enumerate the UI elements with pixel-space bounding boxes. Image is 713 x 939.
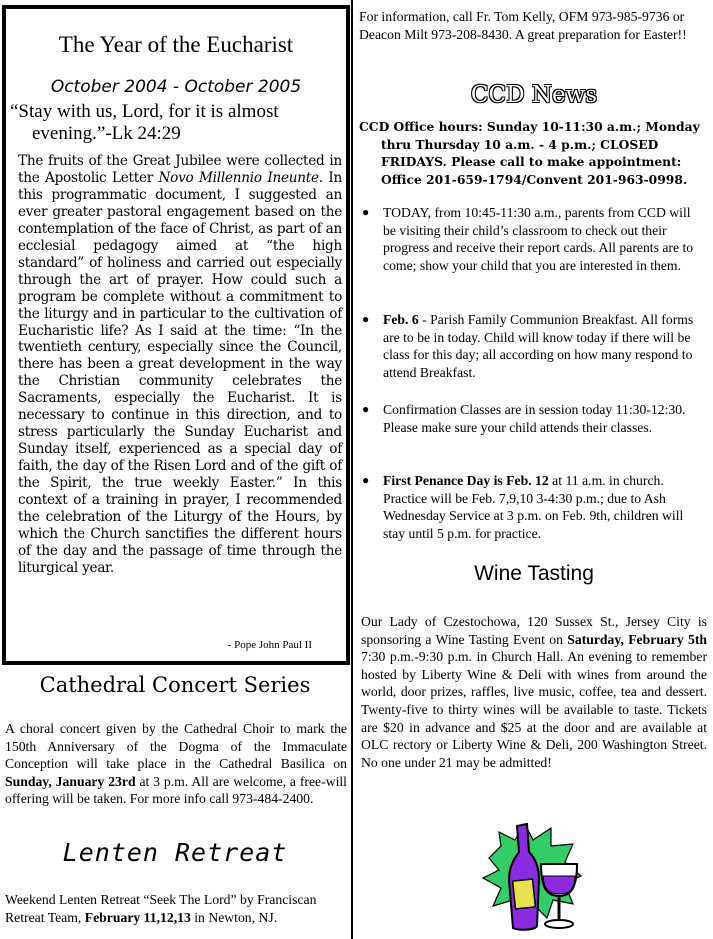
eucharist-quote: “Stay with us, Lord, for it is almost evening.”-Lk 24:29 [10,101,279,144]
column-divider [351,0,353,939]
wine-bottle-label [513,879,536,909]
lenten-body-bold: February 11,12,13 [84,909,191,925]
lenten-body-part1: Weekend Lenten Retreat “Seek The Lord” by Franciscan Retreat Team, [5,892,317,925]
concert-body-bold: Sunday, January 23rd [5,773,136,789]
eucharist-body-italic: Novo Millennio Ineunte [158,169,319,186]
ccd-item-text: at 11 a.m. in church. Practice will be Feb. 7,9,10 3-4:30 p.m.; due to Ash Wednesday Service at 3 p.m. on Feb. 9th, children will stay until 5 p.m. for practice. [383,473,684,541]
eucharist-article-box [2,5,350,665]
wine-body-part1: Our Lady of Czestochowa, 120 Sussex St., Jersey City is sponsoring a Wine Tasting Event on [361,614,707,647]
wine-glass-foot [545,920,573,928]
wine-body [361,613,707,771]
lenten-title: Lenten Retreat [62,838,288,867]
ccd-item-bold: First Penance Day is Feb. 12 [383,473,549,488]
ccd-office-hours: CCD Office hours: Sunday 10-11:30 a.m.; Monday thru Thursday 10 a.m. - 4 p.m.; CLOSED FRIDAYS. Please call to make appointment: Office 201-659-1794/Convent 201-963-0998. [359,119,700,187]
eucharist-body-part2: . In this programmatic document, I suggested an ever greater pastoral engagement based on the contemplation of the face of Christ, as part of an ecclesial pedagogy aimed at “the high standard” of holiness and carried out especially through the art of prayer. How could such a program be complete without a commitment to the liturgy and in particular to the cultivation of Eucharistic life? As I said at the time: “In the twentieth century, especially since the Council, there has been a great development in the way the Christian community celebrates the Sacraments, especially the Eucharist. It is necessary to continue in this direction, and to stress particularly the Sunday Eucharist and Sunday itself, experienced as a special day of faith, the day of the Risen Lord and of the gift of the Spirit, the true weekly Easter.” In this context of a training in prayer, I recommended the celebration of the Liturgy of the Hours, by which the Church sanctifies the different hours of the day and the passage of time through the liturgical year. [18,169,342,576]
lenten-body-part2: in Newton, NJ. [190,909,278,925]
concert-body-part1: A choral concert given by the Cathedral Choir to mark the 150th Anniversary of the Dogma of the Immaculate Conception will take place in the Cathedral Basilica on [5,721,347,772]
wine-bottle-glass-icon [481,818,585,934]
eucharist-dates: October 2004 - October 2005 [50,77,302,97]
ccd-news-item [362,204,705,274]
ccd-item-text: TODAY, from 10:45-11:30 a.m., parents from CCD will be visiting their child’s classroom to check out their progress and receive their report cards. All parents are to come; show your child that you are interested in them. [383,205,694,273]
eucharist-title: The Year of the Eucharist [58,32,294,57]
ccd-item-bold: Feb. 6 [383,312,419,327]
ccd-news-item [362,311,705,381]
right-column [359,0,709,939]
concert-body-part2: at 3 p.m. All are welcome, a free-will offering will be taken. For more info call 973-484-2400. [5,773,347,807]
bullet-icon: ● [362,312,370,326]
eucharist-signature: - Pope John Paul II [227,639,312,651]
info-top-text: For information, call Fr. Tom Kelly, OFM 973-985-9736 or Deacon Milt 973-208-8430. A great preparation for Easter!! [359,9,687,42]
eucharist-body-part1: The fruits of the Great Jubilee were collected in the Apostolic Letter [18,153,342,186]
ccd-item-text: - Parish Family Communion Breakfast. All forms are to be in today. Child will know today if there will be class for this day; all according on how many respond to attend Breakfast. [383,312,694,380]
wine-body-bold: Saturday, February 5th [567,631,708,647]
concert-title: Cathedral Concert Series [39,673,311,697]
bullet-icon: ● [362,402,370,416]
wine-body-part2: 7:30 p.m.-9:30 p.m. in Church Hall. An evening to remember hosted by Liberty Wine & Deli with wines from around the world, door prizes, raffles, live music, coffee, tea and dessert. Twenty-five to thirty wines will be available to taste. Tickets are $20 in advance and $25 at the door and are available at OLC rectory or Liberty Wine & Deli, 200 Washington Street. No one under 21 may be admitted! [361,649,707,770]
bullet-icon: ● [362,205,370,219]
ccd-news-item [362,472,705,542]
wine-title: Wine Tasting [474,562,594,585]
left-column [0,0,350,939]
lenten-body [5,891,347,926]
concert-body [5,720,347,808]
eucharist-body [18,153,342,577]
ccd-news-item [362,401,705,436]
bullet-icon: ● [362,473,370,487]
ccd-title: CCD News [470,82,598,108]
ccd-item-text: Confirmation Classes are in session today 11:30-12:30. Please make sure your child attends their classes. [383,402,686,435]
